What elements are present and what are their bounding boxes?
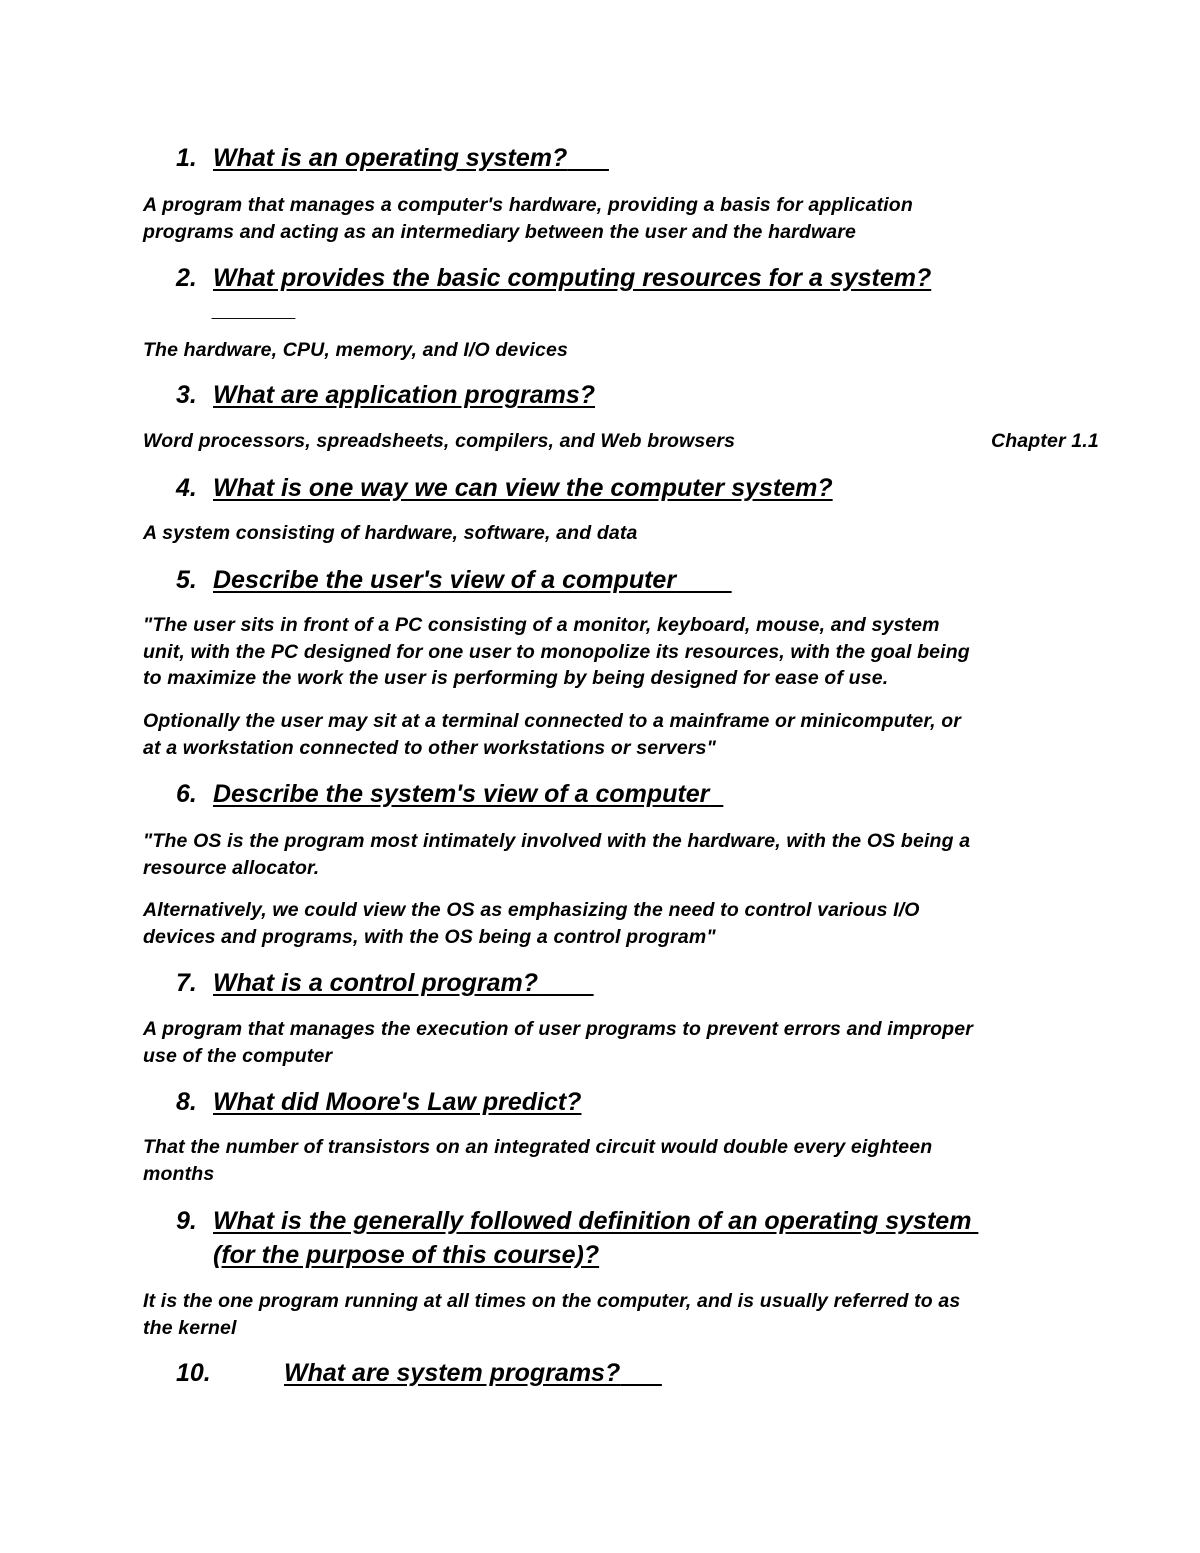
answer-line: use of the computer	[143, 1044, 333, 1067]
question-number: 1.	[176, 144, 197, 172]
answer-6-part-1	[143, 828, 1063, 881]
question-5	[176, 563, 732, 597]
question-10	[176, 1356, 662, 1390]
answer-line: resource allocator.	[143, 856, 320, 879]
answer-line: A system consisting of hardware, software, and data	[143, 522, 638, 544]
answer-line: unit, with the PC designed for one user to monopolize its resources, with the goal being	[143, 640, 970, 663]
answer-line: Alternatively, we could view the OS as emphasizing the need to control various I/O	[143, 899, 920, 921]
answer-9	[143, 1288, 1063, 1341]
answer-line: It is the one program running at all times on the computer, and is usually referred to as	[143, 1290, 961, 1312]
question-continuation: ______	[213, 294, 297, 322]
question-text: What is an operating system?	[213, 144, 568, 172]
answer-1	[143, 192, 1063, 245]
answer-5-part-1	[143, 612, 1063, 692]
question-text: What are system programs?	[284, 1359, 621, 1387]
answer-line: "The OS is the program most intimately involved with the hardware, with the OS being a	[143, 830, 971, 852]
answer-5-part-2	[143, 708, 1063, 761]
question-number: 5.	[176, 566, 197, 594]
question-number: 9.	[176, 1207, 197, 1235]
question-4	[176, 471, 833, 505]
question-number: 7.	[176, 969, 197, 997]
answer-6-part-2	[143, 897, 1063, 950]
answer-line: programs and acting as an intermediary between the user and the hardware	[143, 220, 856, 243]
question-text: What is one way we can view the computer system?	[213, 474, 833, 502]
answer-line: Optionally the user may sit at a terminal connected to a mainframe or minicomputer, or	[143, 710, 962, 732]
answer-line: The hardware, CPU, memory, and I/O devices	[143, 339, 568, 361]
question-number: 3.	[176, 381, 197, 409]
question-7	[176, 966, 594, 1000]
question-number: 8.	[176, 1088, 197, 1116]
answer-line: devices and programs, with the OS being a control program"	[143, 925, 716, 948]
answer-line: A program that manages the execution of user programs to prevent errors and improper	[143, 1018, 973, 1040]
question-text: What is the generally followed definition of an operating system	[213, 1207, 979, 1235]
question-number: 10.	[176, 1359, 211, 1387]
answer-line: A program that manages a computer's hardware, providing a basis for application	[143, 194, 913, 216]
answer-7	[143, 1016, 1063, 1069]
question-6	[176, 777, 723, 811]
question-text: What are application programs?	[213, 381, 596, 409]
question-number: 6.	[176, 780, 197, 808]
question-number: 4.	[176, 474, 197, 502]
answer-line: months	[143, 1162, 215, 1185]
answer-line: Word processors, spreadsheets, compilers, and Web browsers	[143, 430, 736, 452]
question-text: What is a control program?	[213, 969, 539, 997]
question-8	[176, 1085, 581, 1119]
answer-line: the kernel	[143, 1316, 237, 1339]
question-continuation: (for the purpose of this course)?	[213, 1241, 600, 1269]
question-1	[176, 141, 609, 175]
answer-line: That the number of transistors on an integrated circuit would double every eighteen	[143, 1136, 933, 1158]
answer-line: at a workstation connected to other workstations or servers"	[143, 736, 717, 759]
question-text: What provides the basic computing resources for a system?	[213, 264, 932, 292]
answer-3	[143, 428, 1099, 455]
question-text: Describe the system's view of a computer	[213, 780, 710, 808]
question-text: What did Moore's Law predict?	[213, 1088, 582, 1116]
answer-line: "The user sits in front of a PC consisting of a monitor, keyboard, mouse, and system	[143, 614, 940, 636]
question-9	[176, 1204, 978, 1272]
answer-8	[143, 1134, 1063, 1187]
question-text: Describe the user's view of a computer	[213, 566, 677, 594]
answer-2	[143, 337, 1063, 364]
question-number: 2.	[176, 264, 197, 292]
answer-4	[143, 520, 1063, 547]
answer-line: to maximize the work the user is performing by being designed for ease of use.	[143, 667, 889, 689]
chapter-reference: Chapter 1.1	[991, 430, 1099, 452]
question-2	[176, 261, 931, 325]
question-3	[176, 378, 595, 412]
